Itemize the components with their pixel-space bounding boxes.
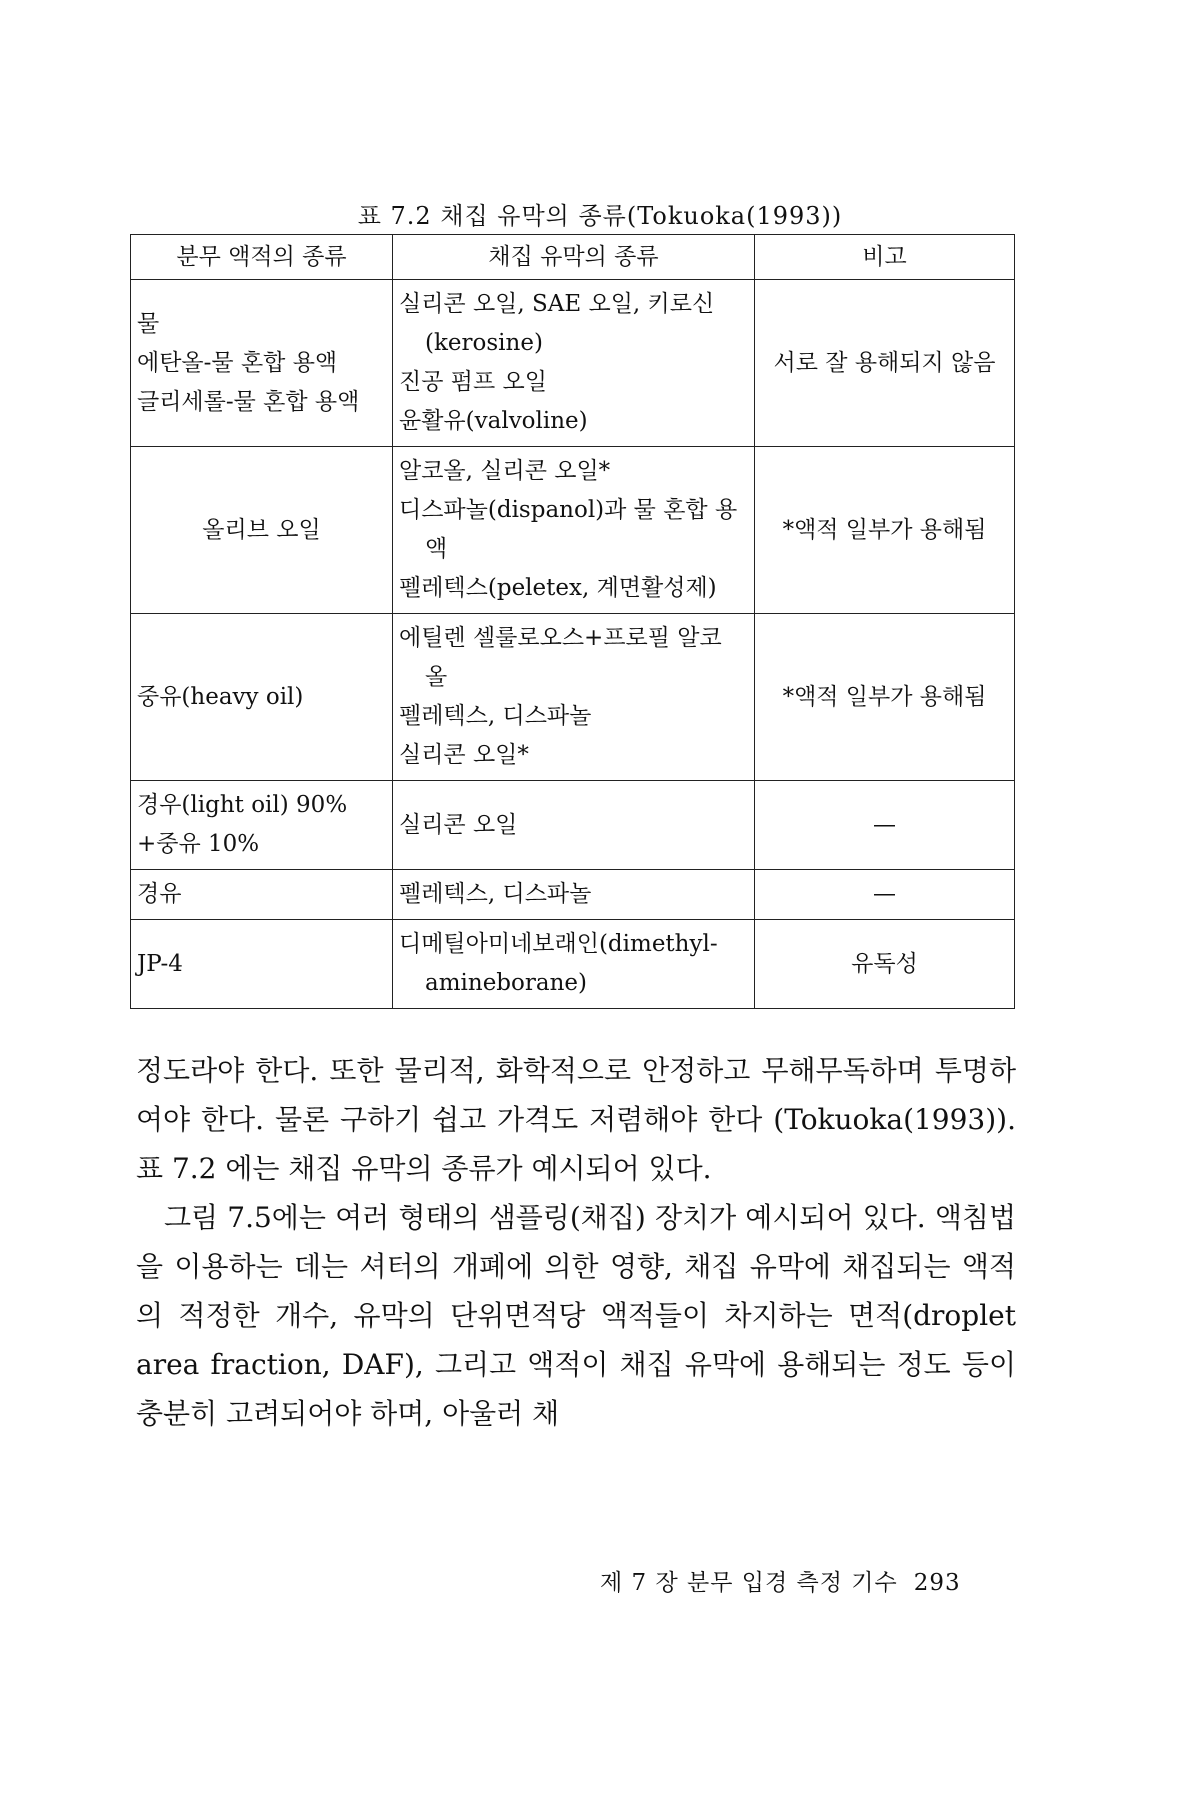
cell-line: 실리콘 오일	[399, 811, 518, 838]
spray-cell	[131, 280, 393, 447]
cell-line: amineborane)	[425, 970, 587, 996]
table-row	[131, 781, 1015, 870]
remark-cell: *액적 일부가 용해됨	[755, 614, 1015, 781]
spray-cell	[131, 447, 393, 614]
film-cell	[393, 870, 755, 920]
film-cell	[393, 781, 755, 870]
table-row	[131, 614, 1015, 781]
table-row	[131, 920, 1015, 1009]
cell-line: JP-4	[137, 950, 183, 977]
cell-line: 경유	[137, 881, 182, 907]
cell-line: 진공 펌프 오일	[399, 369, 547, 395]
cell-line: 윤활유(valvoline)	[399, 408, 588, 434]
cell-line: 펠레텍스, 디스파놀	[399, 881, 592, 907]
paragraph: 정도라야 한다. 또한 물리적, 화학적으로 안정하고 무해무독하며 투명하여야 한다. 물론 구하기 쉽고 가격도 저렴해야 한다 (Tokuoka(1993)). 표 7.2 에는 채집 유막의 종류가 예시되어 있다.	[136, 1054, 1016, 1185]
droplet-film-table	[130, 234, 1015, 1009]
cell-line: 디스파놀(dispanol)과 물 혼합 용	[399, 497, 738, 523]
remark-cell: 유독성	[755, 920, 1015, 1009]
cell-line: 올리브 오일	[202, 516, 321, 543]
remark-cell: —	[755, 781, 1015, 870]
header-spray-type: 분무 액적의 종류	[131, 235, 393, 280]
cell-line: 실리콘 오일, SAE 오일, 키로신	[399, 291, 715, 317]
header-film-type: 채집 유막의 종류	[393, 235, 755, 280]
table-row	[131, 870, 1015, 920]
table-caption: 표 7.2 채집 유막의 종류(Tokuoka(1993))	[357, 202, 843, 230]
cell-line: 디메틸아미네보래인(dimethyl-	[399, 931, 718, 957]
header-remarks: 비고	[755, 235, 1015, 280]
spray-cell	[131, 781, 393, 870]
table-row	[131, 280, 1015, 447]
paragraph: 그림 7.5에는 여러 형태의 샘플링(채집) 장치가 예시되어 있다. 액침법을 이용하는 데는 셔터의 개폐에 의한 영향, 채집 유막에 채집되는 액적의 적정한 개수, 유막의 단위면적당 액적들이 차지하는 면적(droplet area fraction, DAF), 그리고 액적이 채집 유막에 용해되는 정도 등이 충분히 고려되어야 하며, 아울러 채	[136, 1201, 1016, 1430]
film-cell	[393, 280, 755, 447]
film-cell	[393, 920, 755, 1009]
table-row	[131, 447, 1015, 614]
cell-line: 펠레텍스(peletex, 계면활성제)	[399, 575, 717, 601]
cell-line: 액	[425, 536, 448, 562]
page-number: 293	[913, 1570, 961, 1596]
cell-line: 경우(light oil) 90%	[137, 792, 348, 818]
page-footer	[600, 1564, 961, 1597]
cell-line: 글리세롤-물 혼합 용액	[137, 388, 360, 415]
cell-line: 물	[137, 310, 160, 337]
remark-cell: *액적 일부가 용해됨	[755, 447, 1015, 614]
remark-cell: —	[755, 870, 1015, 920]
body-text	[136, 1046, 1016, 1438]
spray-cell	[131, 920, 393, 1009]
cell-line: +중유 10%	[137, 831, 260, 857]
cell-line: 실리콘 오일*	[399, 742, 529, 768]
film-cell	[393, 614, 755, 781]
remark-cell: 서로 잘 용해되지 않음	[755, 280, 1015, 447]
cell-line: (kerosine)	[425, 330, 543, 356]
cell-line: 에틸렌 셀룰로오스+프로필 알코	[399, 625, 722, 651]
spray-cell	[131, 614, 393, 781]
chapter-title: 제 7 장 분무 입경 측정 기수	[600, 1570, 898, 1596]
table-header-row	[131, 235, 1015, 280]
cell-line: 중유(heavy oil)	[137, 683, 304, 710]
cell-line: 펠레텍스, 디스파놀	[399, 703, 592, 729]
film-cell	[393, 447, 755, 614]
cell-line: 올	[425, 664, 448, 690]
spray-cell	[131, 870, 393, 920]
cell-line: 에탄올-물 혼합 용액	[137, 349, 338, 376]
cell-line: 알코올, 실리콘 오일*	[399, 458, 611, 484]
